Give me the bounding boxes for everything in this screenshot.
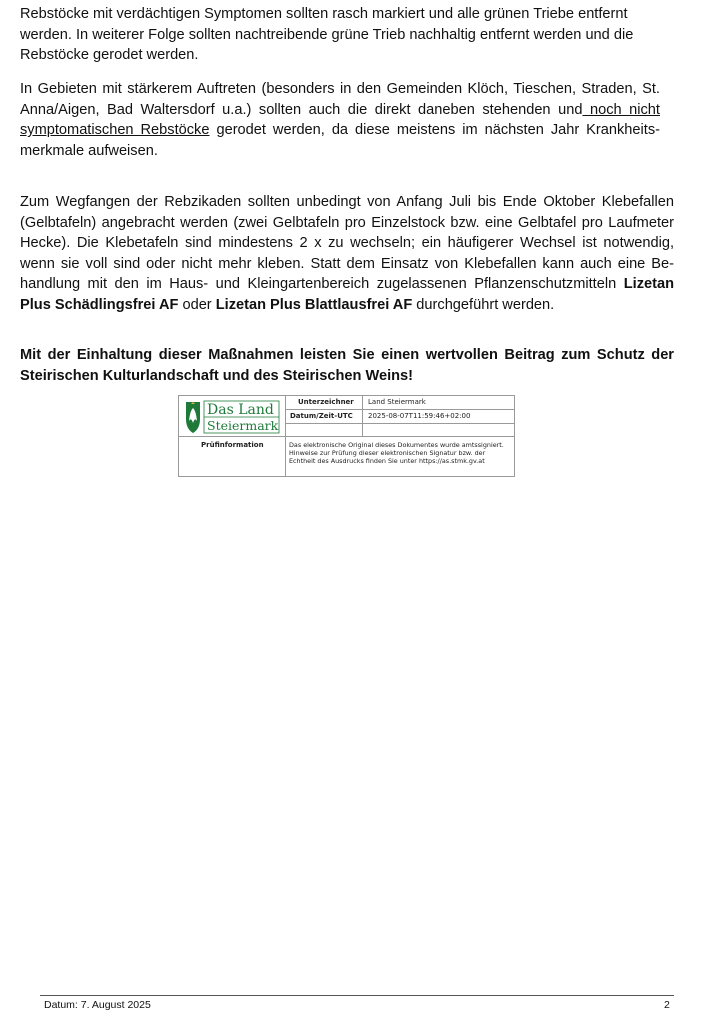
- divider: [285, 409, 515, 410]
- product-name: Lizetan Plus Blattlausfrei AF: [215, 296, 413, 313]
- check-info: Das elektronische Original dieses Dokumentes wurde amtssigniert. Hinweise zur Prüfung dieser elektronischen Signatur bzw. der Echtheit des Ausdrucks finden Sie unter https://as.stmk.gv.at: [289, 441, 504, 465]
- closing-statement: [20, 345, 674, 386]
- text-line: Rebstöcke mit verdächtigen Symptomen sollten rasch markiert und alle grünen Triebe entfernt: [20, 6, 628, 22]
- datetime-label: Datum/Zeit-UTC: [290, 412, 353, 420]
- signer-value: Land Steiermark: [368, 398, 426, 406]
- check-label: Prüfinformation: [201, 441, 264, 449]
- product-name: Lizetan Plus Schädlingsfrei AF: [20, 276, 674, 313]
- paragraph-text: Mit der Einhaltung dieser Maßnahmen leisten Sie einen wertvollen Beitrag zum Schutz der Steirischen Kulturlandschaft und des Steirischen Weins!: [20, 347, 674, 384]
- steiermark-logo: [183, 399, 281, 435]
- divider: [285, 423, 515, 424]
- logo-text: Das Land: [207, 402, 274, 418]
- paragraph-text: oder: [178, 296, 216, 313]
- logo-text: Steiermark: [207, 418, 279, 433]
- paragraph-text: gerodet werden, da diese meistens im nächsten Jahr Krankheits-merkmale aufweisen.: [20, 122, 660, 159]
- paragraph-text: Zum Wegfangen der Rebzikaden sollten unbedingt von Anfang Juli bis Ende Oktober Klebefallen (Gelbtafeln) angebracht werden (zwei Gelbtafeln pro Einzelstock bzw. eine Gelbtafel pro Laufmeter Hecke). Die Klebetafeln sind mindestens 2 x zu wechseln; ein häufigerer Wechsel ist notwendig, wenn sie voll sind oder nicht mehr kleben. Statt dem Einsatz von Klebefallen kann auch eine Be-handlung mit den im Haus- und Kleingartenbereich zugelassenen Pflanzenschutzmitteln: [20, 194, 674, 293]
- paragraph-text: In Gebieten mit stärkerem Auftreten (besonders in den Gemeinden Klöch, Tieschen, Straden, St. Anna/Aigen, Bad Waltersdorf u.a.) sollten auch die direkt daneben stehenden und: [20, 81, 660, 118]
- signer-label: Unterzeichner: [298, 398, 354, 406]
- divider: [179, 436, 515, 437]
- paragraph-text: durchgeführt werden.: [412, 296, 555, 313]
- steiermark-crest-icon: [183, 399, 281, 435]
- paragraph-klebefallen: [20, 192, 674, 316]
- page-number: 2: [664, 999, 670, 1011]
- paragraph-gebiete: [20, 79, 660, 161]
- text-line: werden. In weiterer Folge sollten nachtreibende grüne Trieb nachhaltig entfernt werden und die: [20, 26, 634, 43]
- footer-date: Datum: 7. August 2025: [44, 999, 151, 1011]
- paragraph-markierung: [20, 4, 674, 66]
- footer-divider: [40, 995, 674, 996]
- underlined-text: noch nicht symptomatischen Rebstöcke: [20, 101, 660, 139]
- divider: [362, 396, 363, 436]
- datetime-value: 2025-08-07T11:59:46+02:00: [368, 412, 471, 420]
- signature-block: [178, 395, 515, 477]
- text-line: Rebstöcke gerodet werden.: [20, 47, 199, 64]
